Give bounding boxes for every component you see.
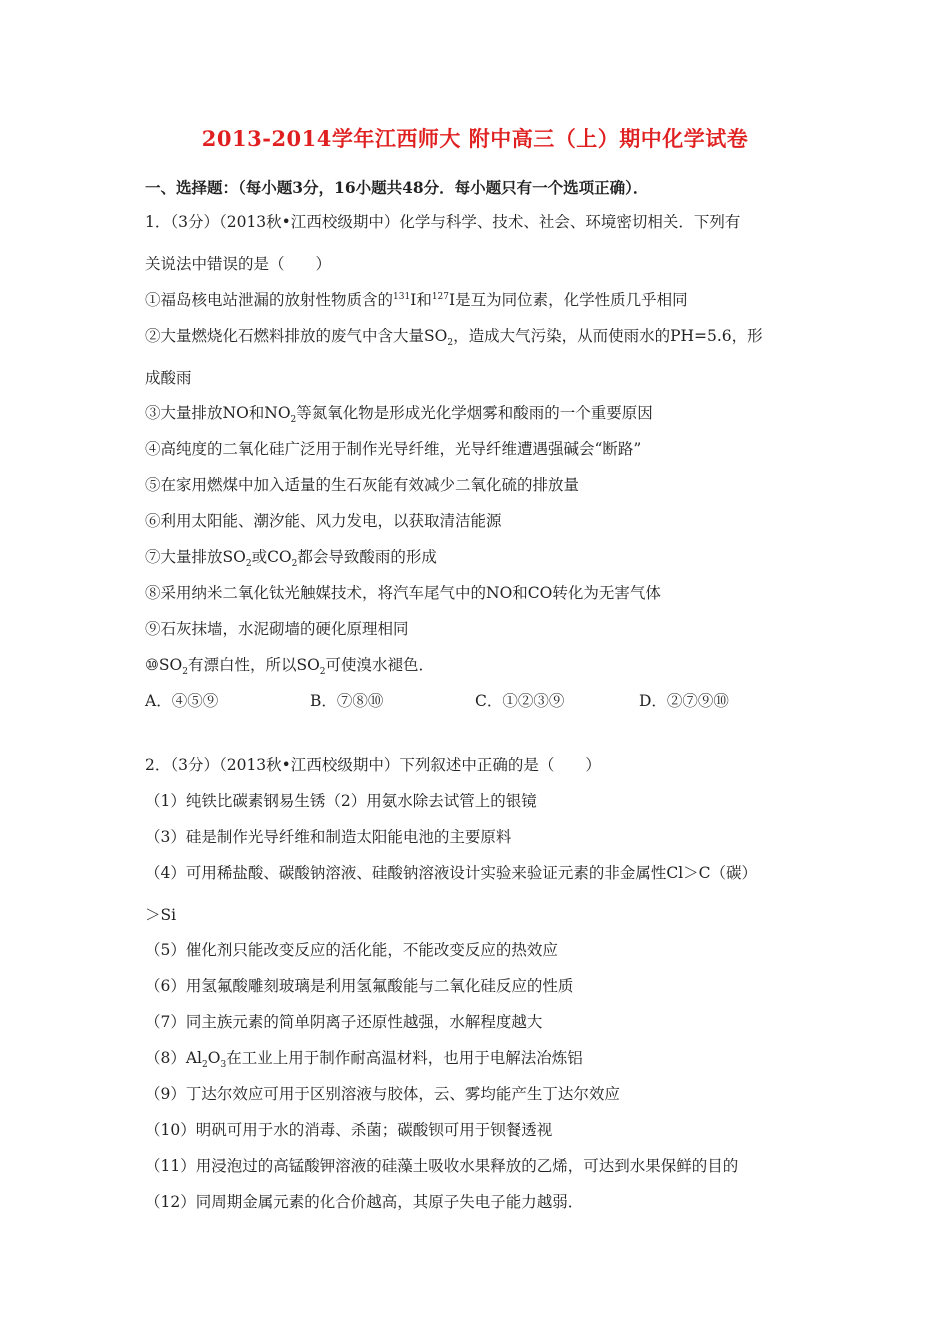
- q1-statement-2-continued: 成酸雨: [145, 369, 192, 387]
- q1-option-b: B．⑦⑧⑩: [310, 692, 384, 710]
- q1-stem-line-2: 关说法中错误的是（ ）: [145, 255, 332, 273]
- q1-statement-2: ②大量燃烧化石燃料排放的废气中含大量$SO_2$，造成大气污染，从而使雨水的PH=5.6，形: [145, 327, 763, 349]
- q2-statement-6: （6）用氢氟酸雕刻玻璃是利用氢氟酸能与二氧化硅反应的性质: [145, 977, 574, 995]
- q2-statement-4: （4）可用稀盐酸、碳酸钠溶液、硅酸钠溶液设计实验来验证元素的非金属性Cl＞C（碳）: [145, 864, 758, 882]
- q1-option-d: D．②⑦⑨⑩: [639, 692, 729, 710]
- q1-option-a: A．④⑤⑨: [145, 692, 219, 710]
- q2-statement-11: （11）用浸泡过的高锰酸钾溶液的硅藻土吸收水果释放的乙烯，可达到水果保鲜的目的: [145, 1157, 739, 1175]
- q2-statement-7: （7）同主族元素的简单阴离子还原性越强，水解程度越大: [145, 1013, 543, 1031]
- q1-option-c: C．①②③⑨: [475, 692, 565, 710]
- q1-statement-9: ⑨石灰抹墙，水泥砌墙的硬化原理相同: [145, 620, 409, 638]
- q1-statement-5: ⑤在家用燃煤中加入适量的生石灰能有效减少二氧化硫的排放量: [145, 476, 580, 494]
- q2-stem: 2．（3分）（2013秋•江西校级期中）下列叙述中正确的是（ ）: [145, 756, 601, 774]
- q1-statement-10: $⑩SO_2$有漂白性，所以$SO_2$可使溴水褪色．: [145, 656, 435, 678]
- q2-statement-1-2: （1）纯铁比碳素钢易生锈（2）用氨水除去试管上的银镜: [145, 792, 537, 810]
- q2-statement-5: （5）催化剂只能改变反应的活化能，不能改变反应的热效应: [145, 941, 558, 959]
- q2-statement-8: $(8)Al_2O_3$在工业上用于制作耐高温材料，也用于电解法冶炼铝: [145, 1049, 583, 1071]
- exam-title: 2013-2014学年江西师大 附中高三（上）期中化学试卷: [201, 126, 749, 151]
- q1-statement-1: ①福岛核电站泄漏的放射性物质含的$^{131}$I和$^{127}$I是互为同位素，化学性质几乎相同: [145, 291, 688, 309]
- q2-statement-12: （12）同周期金属元素的化合价越高，其原子失电子能力越弱．: [145, 1193, 584, 1211]
- q1-statement-7: ⑦大量排放$SO_2$或$CO_2$都会导致酸雨的形成: [145, 548, 437, 570]
- q1-statement-4: ④高纯度的二氧化硅广泛用于制作光导纤维，光导纤维遭遇强碱会“断路”: [145, 440, 642, 458]
- q1-options: [145, 691, 845, 711]
- q2-statement-10: （10）明矾可用于水的消毒、杀菌；碳酸钡可用于钡餐透视: [145, 1121, 553, 1139]
- q1-statement-8: ⑧采用纳米二氧化钛光触媒技术，将汽车尾气中的NO和CO转化为无害气体: [145, 584, 661, 602]
- section-heading: 一、选择题：（每小题3分，16小题共48分．每小题只有一个选项正确）．: [145, 178, 649, 197]
- q1-statement-3: ③大量排放NO和$NO_2$等氮氧化物是形成光化学烟雾和酸雨的一个重要原因: [145, 404, 653, 426]
- q2-statement-3: （3）硅是制作光导纤维和制造太阳能电池的主要原料: [145, 828, 512, 846]
- q2-statement-4-continued: ＞Si: [145, 906, 177, 924]
- q1-stem-line-1: 1．（3分）（2013秋•江西校级期中）化学与科学、技术、社会、环境密切相关．下列有: [145, 213, 741, 231]
- q1-statement-6: ⑥利用太阳能、潮汐能、风力发电，以获取清洁能源: [145, 512, 502, 530]
- q2-statement-9: （9）丁达尔效应可用于区别溶液与胶体，云、雾均能产生丁达尔效应: [145, 1085, 620, 1103]
